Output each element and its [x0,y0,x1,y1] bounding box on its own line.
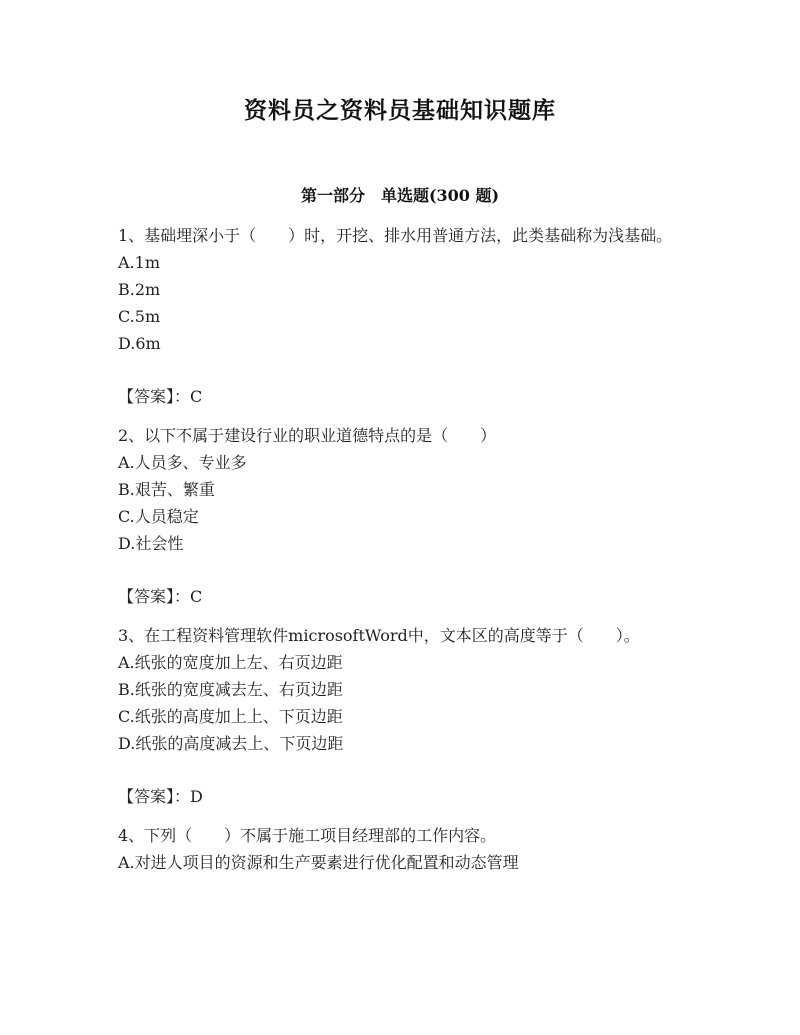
answer-label: 【答案】： [118,387,191,406]
answer-line [118,383,678,410]
question-item [118,822,678,876]
option-a: A.对进人项目的资源和生产要素进行优化配置和动态管理 [118,853,519,872]
option-c: C.5m [118,307,161,326]
option-d: D.6m [118,334,161,353]
answer-value: C [190,587,203,606]
answer-line [118,783,678,810]
option-a: A.纸张的宽度加上左、右页边距 [118,653,343,672]
option-d: D.纸张的高度减去上、下页边距 [118,734,344,753]
option-a: A.人员多、专业多 [118,453,247,472]
answer-label: 【答案】： [118,787,191,806]
answer-value: C [190,387,203,406]
option-b: B.纸张的宽度减去左、右页边距 [118,680,343,699]
document-title: 资料员之资料员基础知识题库 [244,97,556,124]
question-stem: 1、基础埋深小于（ ）时，开挖、排水用普通方法，此类基础称为浅基础。 [118,226,673,245]
question-item [118,622,678,810]
question-stem: 4、下列（ ）不属于施工项目经理部的工作内容。 [118,826,497,845]
question-stem: 2、以下不属于建设行业的职业道德特点的是（ ） [118,426,497,445]
option-a: A.1m [118,253,160,272]
option-b: B.2m [118,280,161,299]
question-item [118,422,678,610]
answer-label: 【答案】： [118,587,191,606]
question-stem: 3、在工程资料管理软件microsoftWord中，文本区的高度等于（ ）。 [118,626,640,645]
option-c: C.人员稳定 [118,507,199,526]
answer-value: D [190,787,203,806]
answer-line [118,583,678,610]
option-b: B.艰苦、繁重 [118,480,215,499]
section-heading: 第一部分 单选题(300 题) [300,186,500,205]
option-d: D.社会性 [118,534,184,553]
question-list [118,222,678,876]
option-c: C.纸张的高度加上上、下页边距 [118,707,343,726]
question-item [118,222,678,410]
